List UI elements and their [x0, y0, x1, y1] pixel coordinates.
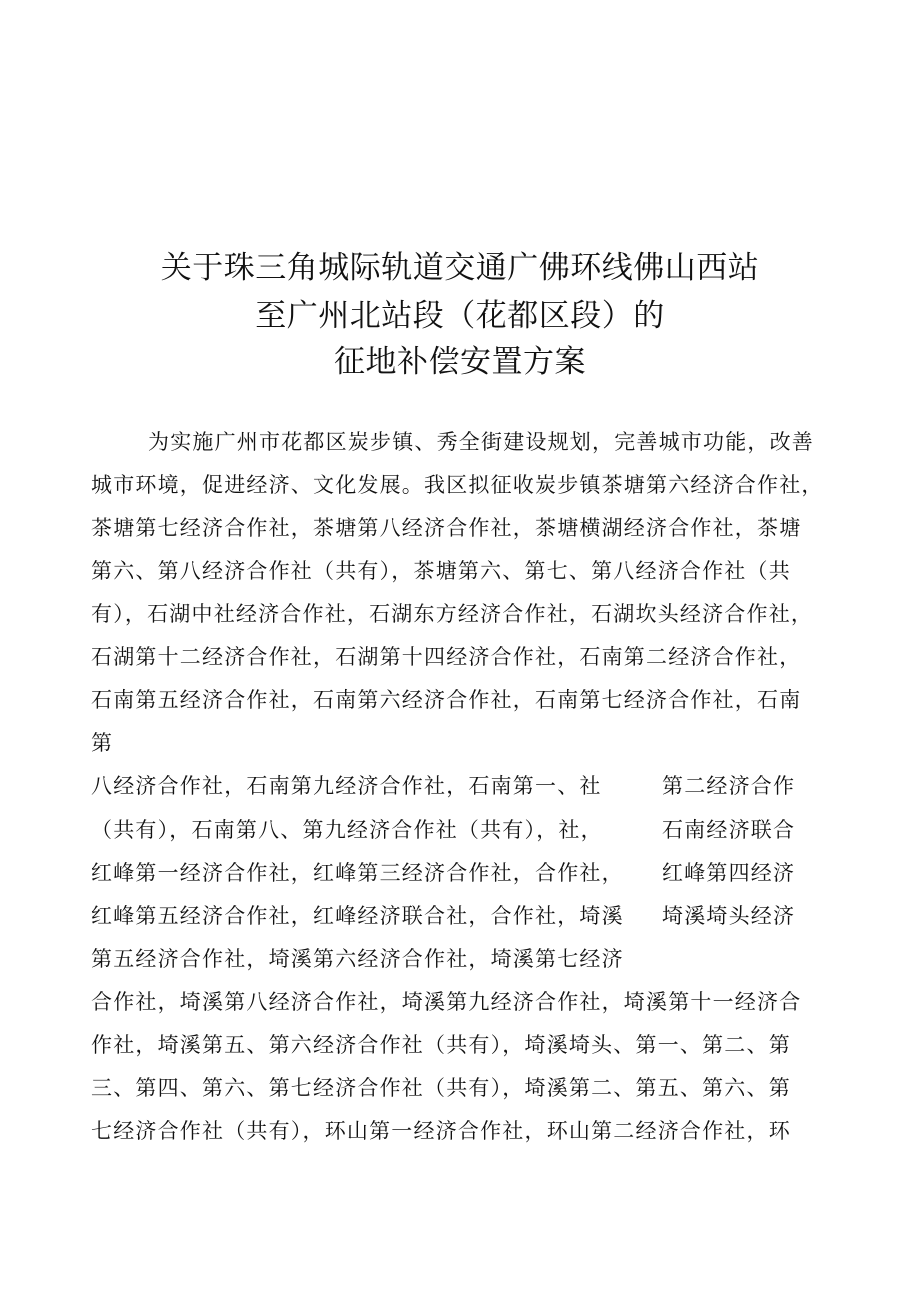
body-line: 城市环境，促进经济、文化发展。我区拟征收炭步镇茶塘第六经济合作社， [91, 473, 824, 497]
split-line-right: 红峰第四经济 [662, 861, 796, 885]
document-title-line-3: 征地补偿安置方案 [334, 344, 586, 380]
body-line: 第 [91, 731, 114, 755]
split-line-right: 第二经济合作 [662, 774, 796, 798]
body-line: 第六、第八经济合作社（共有），茶塘第六、第七、第八经济合作社（共 [91, 559, 791, 583]
document-title-line-2: 至广州北站段（花都区段）的 [255, 298, 665, 334]
body-line: 作社，埼溪第五、第六经济合作社（共有），埼溪埼头、第一、第二、第 [91, 1033, 791, 1057]
body-line: 七经济合作社（共有），环山第一经济合作社，环山第二经济合作社，环 [91, 1119, 791, 1143]
body-line: 石湖第十二经济合作社，石湖第十四经济合作社，石南第二经济合作社， [91, 645, 802, 669]
split-line-left: 红峰第一经济合作社，红峰第三经济合作社，合作社， [91, 861, 624, 885]
split-line-left: 红峰第五经济合作社，红峰经济联合社，合作社，埼溪 [91, 904, 624, 928]
split-line-left: 第五经济合作社，埼溪第六经济合作社，埼溪第七经济 [91, 947, 624, 971]
body-line: 石南第五经济合作社，石南第六经济合作社，石南第七经济合作社，石南 [91, 688, 802, 712]
split-line-right: 石南经济联合 [662, 818, 796, 842]
body-line: 茶塘第七经济合作社，茶塘第八经济合作社，茶塘横湖经济合作社，茶塘 [91, 516, 802, 540]
split-line-left: （共有），石南第八、第九经济合作社（共有），社， [91, 818, 603, 842]
body-line: 有），石湖中社经济合作社，石湖东方经济合作社，石湖坎头经济合作社， [91, 602, 814, 626]
split-line-right: 埼溪埼头经济 [662, 904, 796, 928]
body-line: 为实施广州市花都区炭步镇、秀全街建设规划，完善城市功能，改善 [148, 430, 814, 454]
body-line: 三、第四、第六、第七经济合作社（共有），埼溪第二、第五、第六、第 [91, 1076, 791, 1100]
body-line: 合作社，埼溪第八经济合作社，埼溪第九经济合作社，埼溪第十一经济合 [91, 990, 802, 1014]
split-line-left: 八经济合作社，石南第九经济合作社，石南第一、社 [91, 774, 602, 798]
document-title-line-1: 关于珠三角城际轨道交通广佛环线佛山西站 [160, 250, 760, 286]
